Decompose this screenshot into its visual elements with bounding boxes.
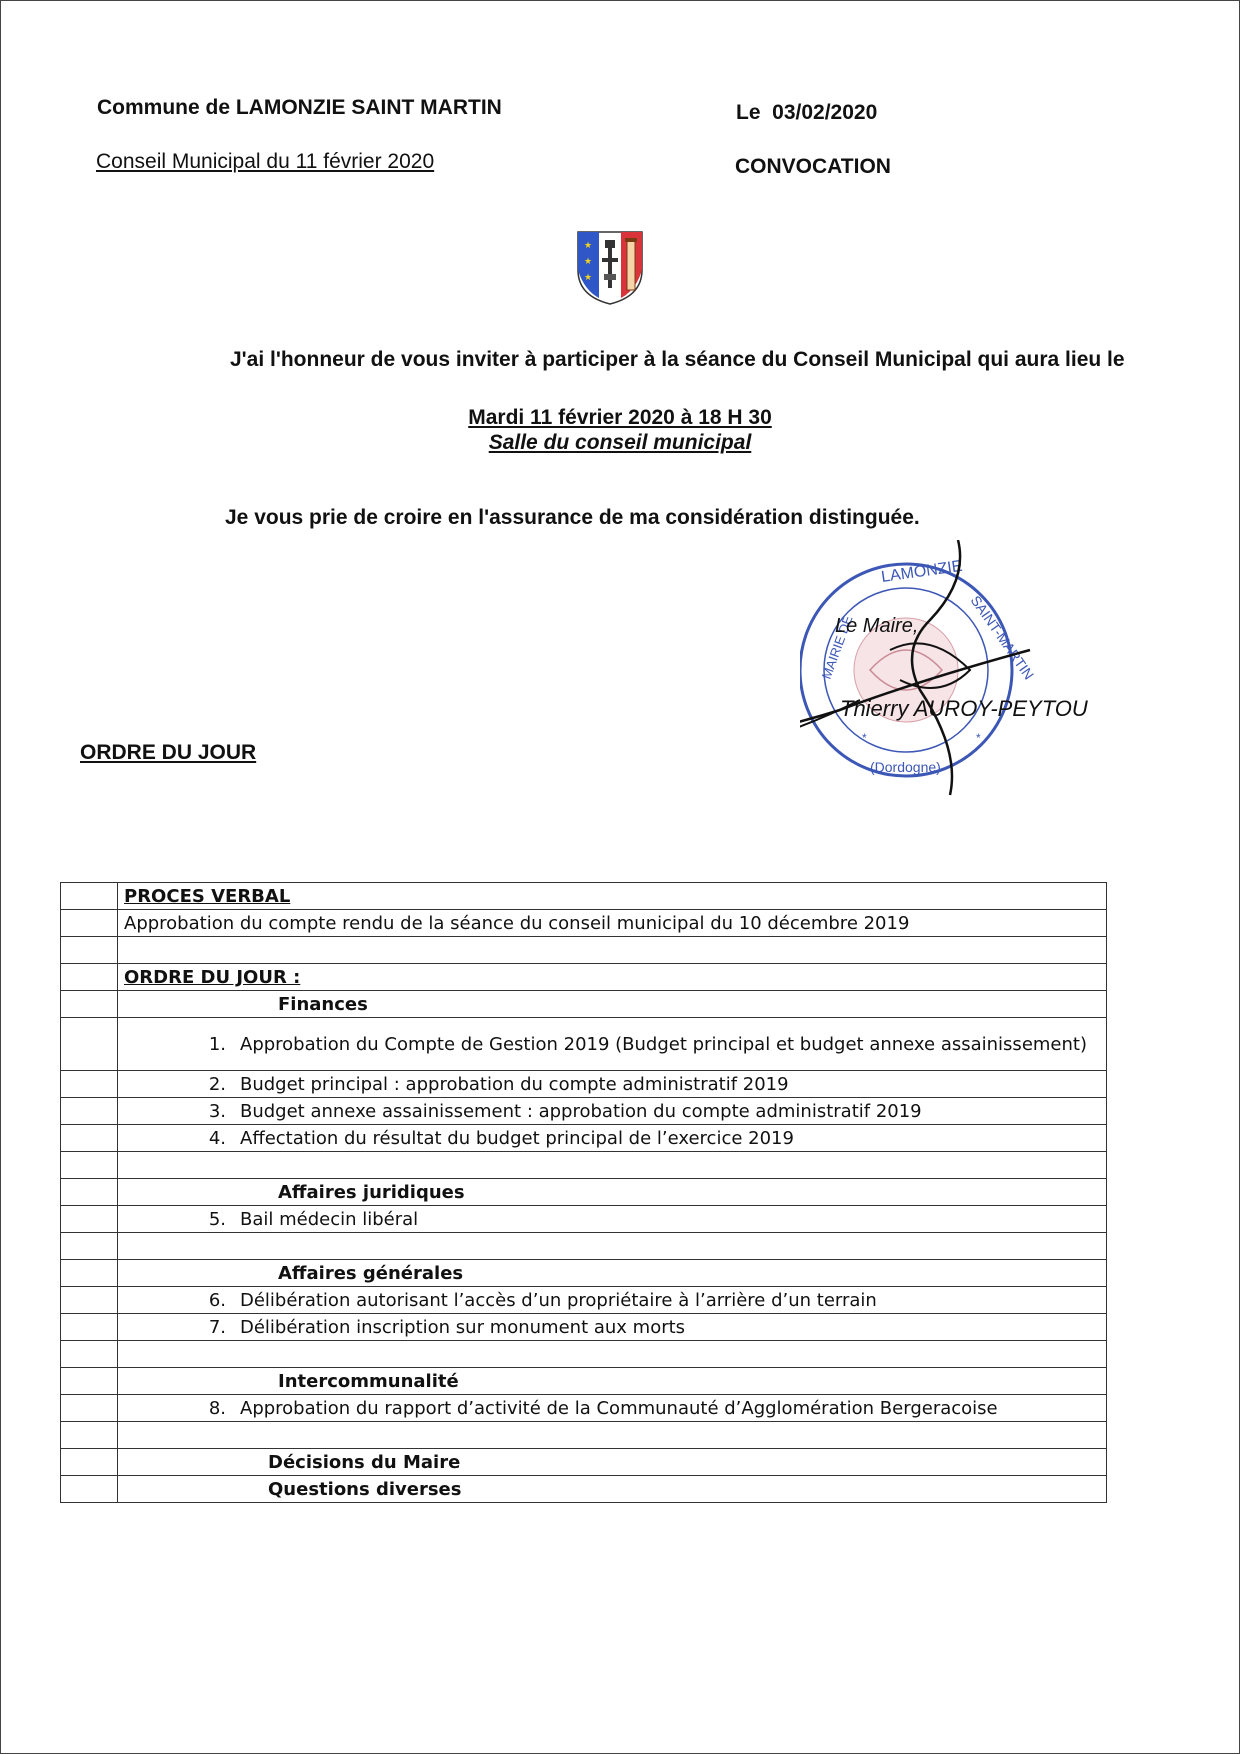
table-row xyxy=(61,883,1107,910)
table-row xyxy=(61,937,1107,964)
mayor-title: Le Maire, xyxy=(835,615,919,637)
agenda-item: Bail médecin libéral xyxy=(240,1208,419,1230)
invitation-text: J'ai l'honneur de vous inviter à participer à la séance du Conseil Municipal qui aura lieu le xyxy=(230,348,1125,371)
table-row xyxy=(61,1098,1107,1125)
section-intercommunalite: Intercommunalité xyxy=(118,1368,1107,1395)
table-row xyxy=(61,1287,1107,1314)
agenda-heading: ORDRE DU JOUR xyxy=(80,741,257,764)
mayor-name: Thierry AUROY-PEYTOU xyxy=(840,696,1088,721)
agenda-item: Délibération autorisant l’accès d’un propriétaire à l’arrière d’un terrain xyxy=(240,1289,877,1311)
table-row xyxy=(61,1368,1107,1395)
commune-name: Commune de LAMONZIE SAINT MARTIN xyxy=(97,96,502,119)
meeting-location: Salle du conseil municipal xyxy=(488,431,752,454)
table-row xyxy=(61,1341,1107,1368)
table-row xyxy=(61,1018,1107,1071)
table-row xyxy=(61,910,1107,937)
svg-text:*: * xyxy=(976,731,981,745)
table-row xyxy=(61,1071,1107,1098)
table-row xyxy=(61,1125,1107,1152)
table-row xyxy=(61,1233,1107,1260)
table-row xyxy=(61,1179,1107,1206)
section-affaires-generales: Affaires générales xyxy=(118,1260,1107,1287)
closing-formula: Je vous prie de croire en l'assurance de ma considération distinguée. xyxy=(225,506,920,529)
table-row xyxy=(61,964,1107,991)
section-affaires-juridiques: Affaires juridiques xyxy=(118,1179,1107,1206)
section-questions-diverses: Questions diverses xyxy=(118,1476,1107,1503)
coat-of-arms-icon xyxy=(576,230,644,306)
table-row xyxy=(61,1476,1107,1503)
mayor-stamp-signature xyxy=(800,540,1130,800)
svg-text:LAMONZIE: LAMONZIE xyxy=(880,557,964,586)
item-number: 3. xyxy=(208,1100,226,1122)
svg-text:★: ★ xyxy=(583,256,593,266)
item-number: 1. xyxy=(208,1033,226,1055)
table-row xyxy=(61,1422,1107,1449)
table-row xyxy=(61,1152,1107,1179)
item-number: 2. xyxy=(208,1073,226,1095)
table-row xyxy=(61,1206,1107,1233)
svg-text:SAINT-MARTIN: SAINT-MARTIN xyxy=(967,592,1038,683)
table-row xyxy=(61,1449,1107,1476)
section-finances: Finances xyxy=(118,991,1107,1018)
meeting-datetime: Mardi 11 février 2020 à 18 H 30 xyxy=(468,406,772,429)
council-title: Conseil Municipal du 11 février 2020 xyxy=(96,150,435,173)
table-row xyxy=(61,991,1107,1018)
table-row xyxy=(61,1314,1107,1341)
svg-text:(Dordogne): (Dordogne) xyxy=(870,759,941,775)
agenda-item: Approbation du rapport d’activité de la Communauté d’Agglomération Bergeracoise xyxy=(240,1397,998,1419)
agenda-item: Budget principal : approbation du compte administratif 2019 xyxy=(240,1073,789,1095)
svg-text:★: ★ xyxy=(583,240,593,250)
svg-text:MAIRIE DE: MAIRIE DE xyxy=(818,613,856,682)
odj-subheading: ORDRE DU JOUR : xyxy=(118,964,1107,991)
section-decisions-maire: Décisions du Maire xyxy=(118,1449,1107,1476)
table-row xyxy=(61,1260,1107,1287)
agenda-item: Approbation du Compte de Gestion 2019 (Budget principal et budget annexe assainissement) xyxy=(240,1033,1087,1055)
letter-date: Le 03/02/2020 xyxy=(736,101,878,124)
svg-text:*: * xyxy=(862,731,867,745)
item-number: 7. xyxy=(208,1316,226,1338)
item-number: 6. xyxy=(208,1289,226,1311)
agenda-item: Délibération inscription sur monument aux morts xyxy=(240,1316,686,1338)
agenda-item: Budget annexe assainissement : approbation du compte administratif 2019 xyxy=(240,1100,922,1122)
item-number: 5. xyxy=(208,1208,226,1230)
document-type: CONVOCATION xyxy=(735,155,891,178)
svg-text:★: ★ xyxy=(583,272,593,282)
agenda-item: Affectation du résultat du budget principal de l’exercice 2019 xyxy=(240,1127,794,1149)
item-number: 8. xyxy=(208,1397,226,1419)
table-row xyxy=(61,1395,1107,1422)
item-number: 4. xyxy=(208,1127,226,1149)
pv-heading: PROCES VERBAL xyxy=(118,883,1107,910)
agenda-table xyxy=(60,882,1107,1503)
pv-item: Approbation du compte rendu de la séance du conseil municipal du 10 décembre 2019 xyxy=(118,910,1107,937)
